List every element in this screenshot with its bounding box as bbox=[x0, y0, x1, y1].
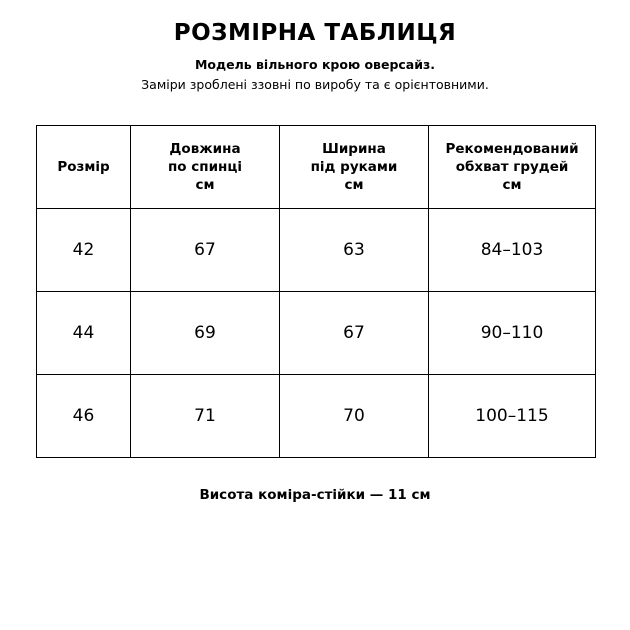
cell-chest-girth: 84–103 bbox=[429, 209, 596, 292]
cell-underarm-width: 63 bbox=[280, 209, 429, 292]
cell-chest-girth: 90–110 bbox=[429, 292, 596, 375]
cell-chest-girth: 100–115 bbox=[429, 375, 596, 458]
column-header-size: Розмір bbox=[37, 126, 131, 209]
page-title: РОЗМІРНА ТАБЛИЦЯ bbox=[173, 20, 457, 46]
table-row bbox=[37, 292, 596, 375]
table-row bbox=[37, 209, 596, 292]
collar-height-note: Висота коміра-стійки — 11 см bbox=[199, 487, 431, 503]
subtitle: Модель вільного крою оверсайз. bbox=[194, 57, 436, 72]
table-header-row bbox=[37, 126, 596, 209]
size-table bbox=[36, 125, 596, 458]
table-row bbox=[37, 375, 596, 458]
cell-underarm-width: 67 bbox=[280, 292, 429, 375]
cell-underarm-width: 70 bbox=[280, 375, 429, 458]
cell-back-length: 69 bbox=[131, 292, 280, 375]
column-header-chest-girth: Рекомендований обхват грудей см bbox=[429, 126, 596, 209]
cell-size: 42 bbox=[37, 209, 131, 292]
cell-size: 44 bbox=[37, 292, 131, 375]
measurement-note: Заміри зроблені ззовні по виробу та є орієнтовними. bbox=[141, 77, 489, 92]
column-header-back-length: Довжина по спинці см bbox=[131, 126, 280, 209]
cell-back-length: 67 bbox=[131, 209, 280, 292]
column-header-underarm-width: Ширина під руками см bbox=[280, 126, 429, 209]
cell-back-length: 71 bbox=[131, 375, 280, 458]
cell-size: 46 bbox=[37, 375, 131, 458]
